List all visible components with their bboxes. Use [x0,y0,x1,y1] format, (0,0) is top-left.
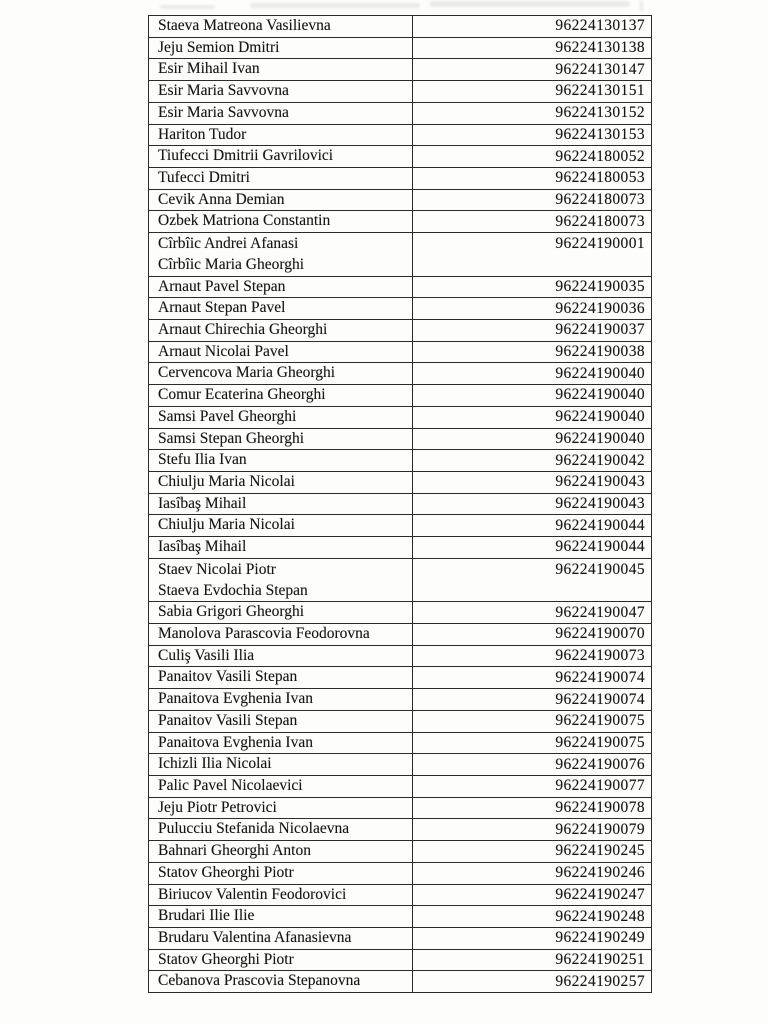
person-name: Chiulju Maria Nicolai [158,472,295,490]
table-row [149,37,652,59]
table-row [149,884,652,906]
name-cell [149,754,413,776]
person-name: Jeju Piotr Petrovici [158,798,277,816]
person-name: Brudari Ilie Ilie [158,907,255,925]
table-row [149,515,652,537]
name-cell [149,558,413,602]
name-cell [149,16,413,38]
table-row [149,124,652,146]
table-row [149,450,652,472]
table-row [149,841,652,863]
person-name: Cevik Anna Demian [158,190,285,208]
number-cell: 96224190047 [413,602,652,624]
number-cell: 96224130153 [413,124,652,146]
table-row [149,927,652,949]
number-cell: 96224190249 [413,927,652,949]
name-cell [149,797,413,819]
name-cell [149,406,413,428]
person-name: Tiufecci Dmitrii Gavrilovici [158,147,334,165]
table-row [149,797,652,819]
number-cell: 96224190075 [413,710,652,732]
person-name: Manolova Parascovia Feodorovna [158,625,370,643]
table-row [149,971,652,993]
name-cell [149,732,413,754]
name-cell [149,124,413,146]
person-name: Cîrbîic Maria Gheorghi [158,256,305,274]
table-row [149,233,652,277]
number-cell: 96224130138 [413,37,652,59]
number-cell: 96224180073 [413,211,652,233]
name-cell [149,537,413,559]
number-cell: 96224190044 [413,515,652,537]
person-name: Esir Maria Savvovna [158,82,289,100]
person-name: Cervencova Maria Gheorghi [158,364,336,382]
number-cell: 96224190038 [413,341,652,363]
name-cell [149,927,413,949]
name-cell [149,450,413,472]
person-name: Stefu Ilia Ivan [158,451,247,469]
name-cell [149,775,413,797]
table-row [149,862,652,884]
registry-table [148,15,652,993]
person-name: Pulucciu Stefanida Nicolaevna [158,820,350,838]
table-row [149,537,652,559]
number-cell: 96224190045 [413,558,652,602]
number-cell: 96224130151 [413,81,652,103]
person-name: Samsi Pavel Gheorghi [158,407,297,425]
name-cell [149,949,413,971]
number-cell: 96224190257 [413,971,652,993]
name-cell [149,385,413,407]
number-cell: 96224190074 [413,667,652,689]
number-cell: 96224190043 [413,493,652,515]
person-name: Jeju Semion Dmitri [158,38,280,56]
name-cell [149,211,413,233]
person-name: Chiulju Maria Nicolai [158,516,295,534]
number-cell: 96224190078 [413,797,652,819]
number-cell: 96224190037 [413,320,652,342]
name-cell [149,471,413,493]
table-row [149,754,652,776]
number-cell: 96224130152 [413,102,652,124]
name-cell [149,81,413,103]
name-cell [149,493,413,515]
number-cell: 96224190035 [413,276,652,298]
number-cell: 96224190001 [413,233,652,277]
number-cell: 96224190076 [413,754,652,776]
table-row [149,493,652,515]
person-name: Hariton Tudor [158,125,247,143]
number-cell: 96224180053 [413,167,652,189]
number-cell: 96224190040 [413,406,652,428]
name-cell [149,233,413,277]
person-name: Tufecci Dmitri [158,168,250,186]
name-cell [149,515,413,537]
number-cell: 96224190248 [413,906,652,928]
number-cell: 96224190040 [413,363,652,385]
number-cell: 96224190036 [413,298,652,320]
table-row [149,645,652,667]
name-cell [149,689,413,711]
person-name: Bahnari Gheorghi Anton [158,842,311,860]
person-name: Statov Gheorghi Piotr [158,863,294,881]
number-cell: 96224190079 [413,819,652,841]
person-name: Cebanova Prascovia Stepanovna [158,972,361,990]
person-name: Iasîbaş Mihail [158,494,247,512]
name-cell [149,906,413,928]
person-name: Staeva Matreona Vasilievna [158,17,331,34]
table-row [149,428,652,450]
name-cell [149,167,413,189]
person-name: Panaitova Evghenia Ivan [158,690,313,708]
table-row [149,189,652,211]
number-cell: 96224180073 [413,189,652,211]
name-cell [149,624,413,646]
registry-table-body [149,16,652,993]
number-cell: 96224190040 [413,385,652,407]
number-cell: 96224180052 [413,146,652,168]
table-row [149,363,652,385]
table-row [149,775,652,797]
number-cell: 96224190247 [413,884,652,906]
number-cell: 96224190044 [413,537,652,559]
name-cell [149,645,413,667]
name-cell [149,276,413,298]
table-row [149,341,652,363]
number-cell: 96224130137 [413,16,652,38]
name-cell [149,102,413,124]
person-name: Comur Ecaterina Gheorghi [158,386,326,404]
table-row [149,81,652,103]
number-cell: 96224190251 [413,949,652,971]
table-row [149,102,652,124]
table-row [149,211,652,233]
person-name: Esir Maria Savvovna [158,103,289,121]
person-name: Palic Pavel Nicolaevici [158,776,303,794]
table-row [149,471,652,493]
number-cell: 96224190043 [413,471,652,493]
name-cell [149,298,413,320]
person-name: Panaitov Vasili Stepan [158,668,298,686]
name-cell [149,428,413,450]
number-cell: 96224190070 [413,624,652,646]
person-name: Arnaut Chirechia Gheorghi [158,321,328,339]
scan-smudge [250,3,420,8]
person-name: Culiş Vasili Ilia [158,646,255,664]
person-name: Ozbek Matriona Constantin [158,212,331,230]
table-row [149,167,652,189]
table-row [149,558,652,602]
table-row [149,906,652,928]
table-row [149,689,652,711]
number-cell: 96224190077 [413,775,652,797]
name-cell [149,862,413,884]
table-row [149,819,652,841]
person-name: Biriucov Valentin Feodorovici [158,885,347,903]
number-cell: 96224190075 [413,732,652,754]
person-name: Cîrbîic Andrei Afanasi [158,235,299,253]
person-name: Panaitov Vasili Stepan [158,711,298,729]
table-row [149,406,652,428]
person-name: Staeva Evdochia Stepan [158,581,308,599]
name-cell [149,146,413,168]
scan-smudge [430,1,630,7]
scan-smudge [160,5,215,9]
name-cell [149,819,413,841]
number-cell: 96224190040 [413,428,652,450]
name-cell [149,189,413,211]
name-cell [149,37,413,59]
table-row [149,667,652,689]
number-cell: 96224190042 [413,450,652,472]
scan-smudge [640,0,643,12]
person-name: Esir Mihail Ivan [158,60,260,78]
person-name: Statov Gheorghi Piotr [158,950,294,968]
person-name: Brudaru Valentina Afanasievna [158,928,352,946]
table-row [149,276,652,298]
table-row [149,602,652,624]
number-cell: 96224130147 [413,59,652,81]
number-cell: 96224190246 [413,862,652,884]
number-cell: 96224190245 [413,841,652,863]
table-row [149,146,652,168]
person-name: Samsi Stepan Gheorghi [158,429,305,447]
table-row [149,320,652,342]
name-cell [149,667,413,689]
table-row [149,385,652,407]
table-row [149,949,652,971]
name-cell [149,602,413,624]
name-cell [149,320,413,342]
number-cell: 96224190073 [413,645,652,667]
name-cell [149,884,413,906]
table-row [149,298,652,320]
name-cell [149,710,413,732]
person-name: Arnaut Stepan Pavel [158,299,286,317]
table-row [149,59,652,81]
person-name: Arnaut Nicolai Pavel [158,342,289,360]
name-cell [149,363,413,385]
name-cell [149,59,413,81]
person-name: Panaitova Evghenia Ivan [158,733,313,751]
person-name: Sabia Grigori Gheorghi [158,603,305,621]
name-cell [149,841,413,863]
table-row [149,710,652,732]
person-name: Iasîbaş Mihail [158,538,247,556]
name-cell [149,341,413,363]
table-row [149,624,652,646]
name-cell [149,971,413,993]
table-row [149,16,652,38]
number-cell: 96224190074 [413,689,652,711]
person-name: Ichizli Ilia Nicolai [158,755,272,773]
table-row [149,732,652,754]
person-name: Staev Nicolai Piotr [158,560,276,578]
person-name: Arnaut Pavel Stepan [158,277,286,295]
